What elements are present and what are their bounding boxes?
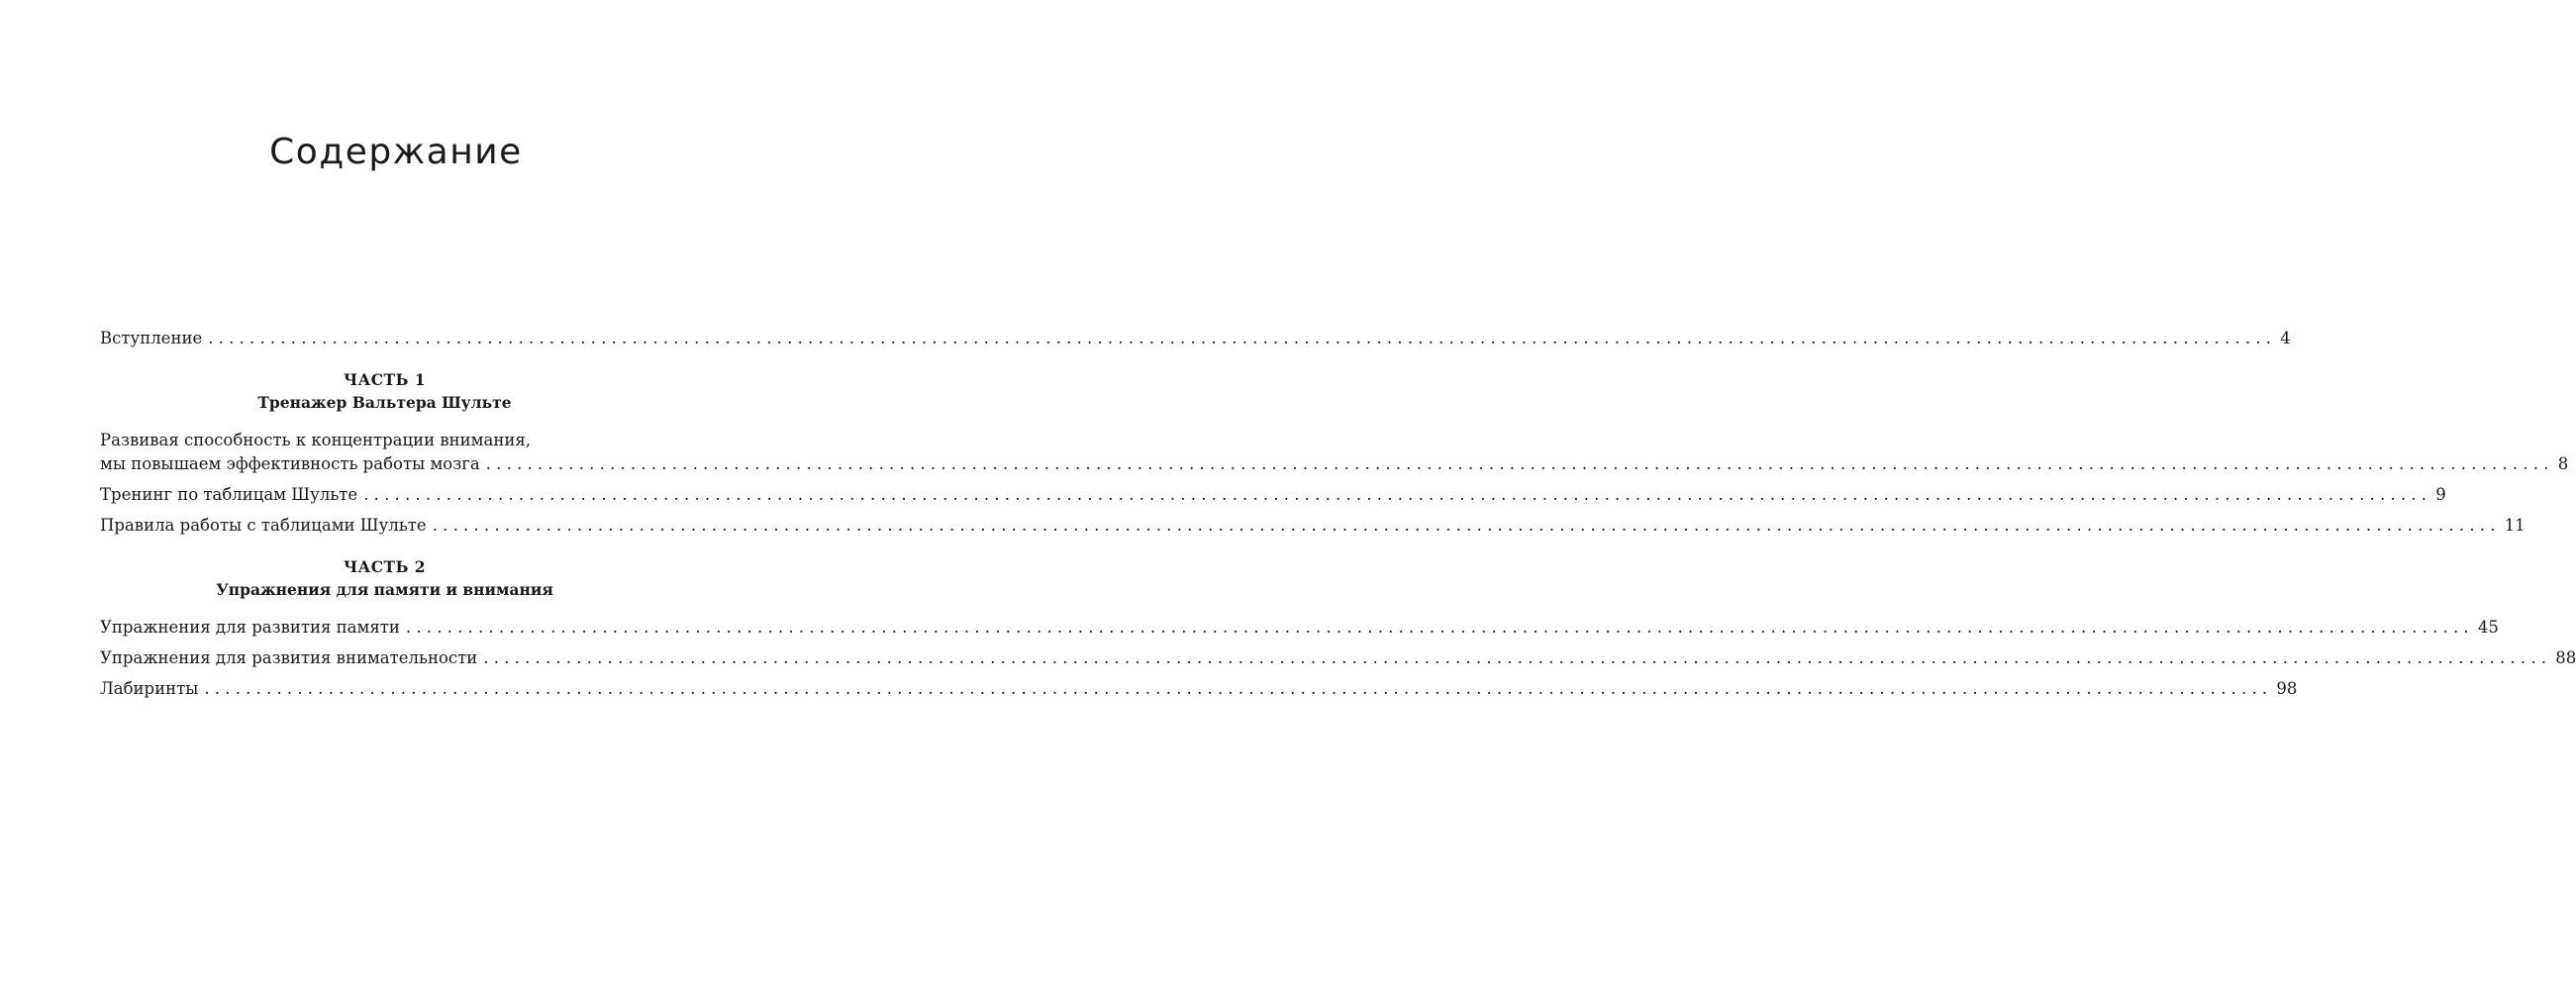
toc-entry[interactable] xyxy=(100,616,2499,640)
part-subtitle: Тренажер Вальтера Шульте xyxy=(257,393,512,412)
part-2-heading xyxy=(100,555,669,601)
table-of-contents xyxy=(100,327,2576,708)
toc-entry-page: 9 xyxy=(2435,485,2446,504)
toc-entry-label: мы повышаем эффективность работы мозга xyxy=(100,454,480,473)
toc-entry-label: Правила работы с таблицами Шульте xyxy=(100,516,427,535)
dot-leader: ........................................................................................................................................................................................................ xyxy=(363,485,2432,504)
dot-leader: ........................................................................................................................................................................................................ xyxy=(483,648,2552,667)
dot-leader: ........................................................................................................................................................................................................ xyxy=(432,516,2501,535)
dot-leader: ........................................................................................................................................................................................................ xyxy=(405,618,2474,637)
toc-entry-label: Вступление xyxy=(100,329,203,347)
toc-entry[interactable] xyxy=(100,483,2446,507)
toc-entry-label-line1: Развивая способность к концентрации внимания, xyxy=(100,431,531,449)
toc-entry-page: 4 xyxy=(2280,329,2291,347)
part-number: ЧАСТЬ 1 xyxy=(343,370,427,389)
toc-entry[interactable] xyxy=(100,646,2576,670)
toc-entry[interactable] xyxy=(100,514,2526,538)
part-subtitle: Упражнения для памяти и внимания xyxy=(216,580,553,599)
dot-leader: ........................................................................................................................................................................................................ xyxy=(485,454,2554,473)
toc-entry-page: 88 xyxy=(2555,648,2576,667)
page-title: Содержание xyxy=(269,132,523,172)
toc-entry[interactable] xyxy=(100,677,2298,701)
toc-entry-page: 45 xyxy=(2477,618,2499,637)
toc-entry-label: Упражнения для развития памяти xyxy=(100,618,400,637)
toc-entry[interactable] xyxy=(100,429,2569,476)
dot-leader: ........................................................................................................................................................................................................ xyxy=(208,329,2277,347)
toc-entry-page: 8 xyxy=(2557,454,2569,473)
toc-entry-label: Упражнения для развития внимательности xyxy=(100,648,478,667)
toc-entry-page: 98 xyxy=(2276,679,2298,698)
part-number: ЧАСТЬ 2 xyxy=(343,557,427,576)
toc-entry-intro[interactable] xyxy=(100,327,2291,350)
toc-entry-label: Тренинг по таблицам Шульте xyxy=(100,485,358,504)
toc-entry-label: Лабиринты xyxy=(100,679,199,698)
toc-entry-page: 11 xyxy=(2504,516,2526,535)
dot-leader: ........................................................................................................................................................................................................ xyxy=(204,679,2273,698)
part-1-heading xyxy=(100,368,669,414)
